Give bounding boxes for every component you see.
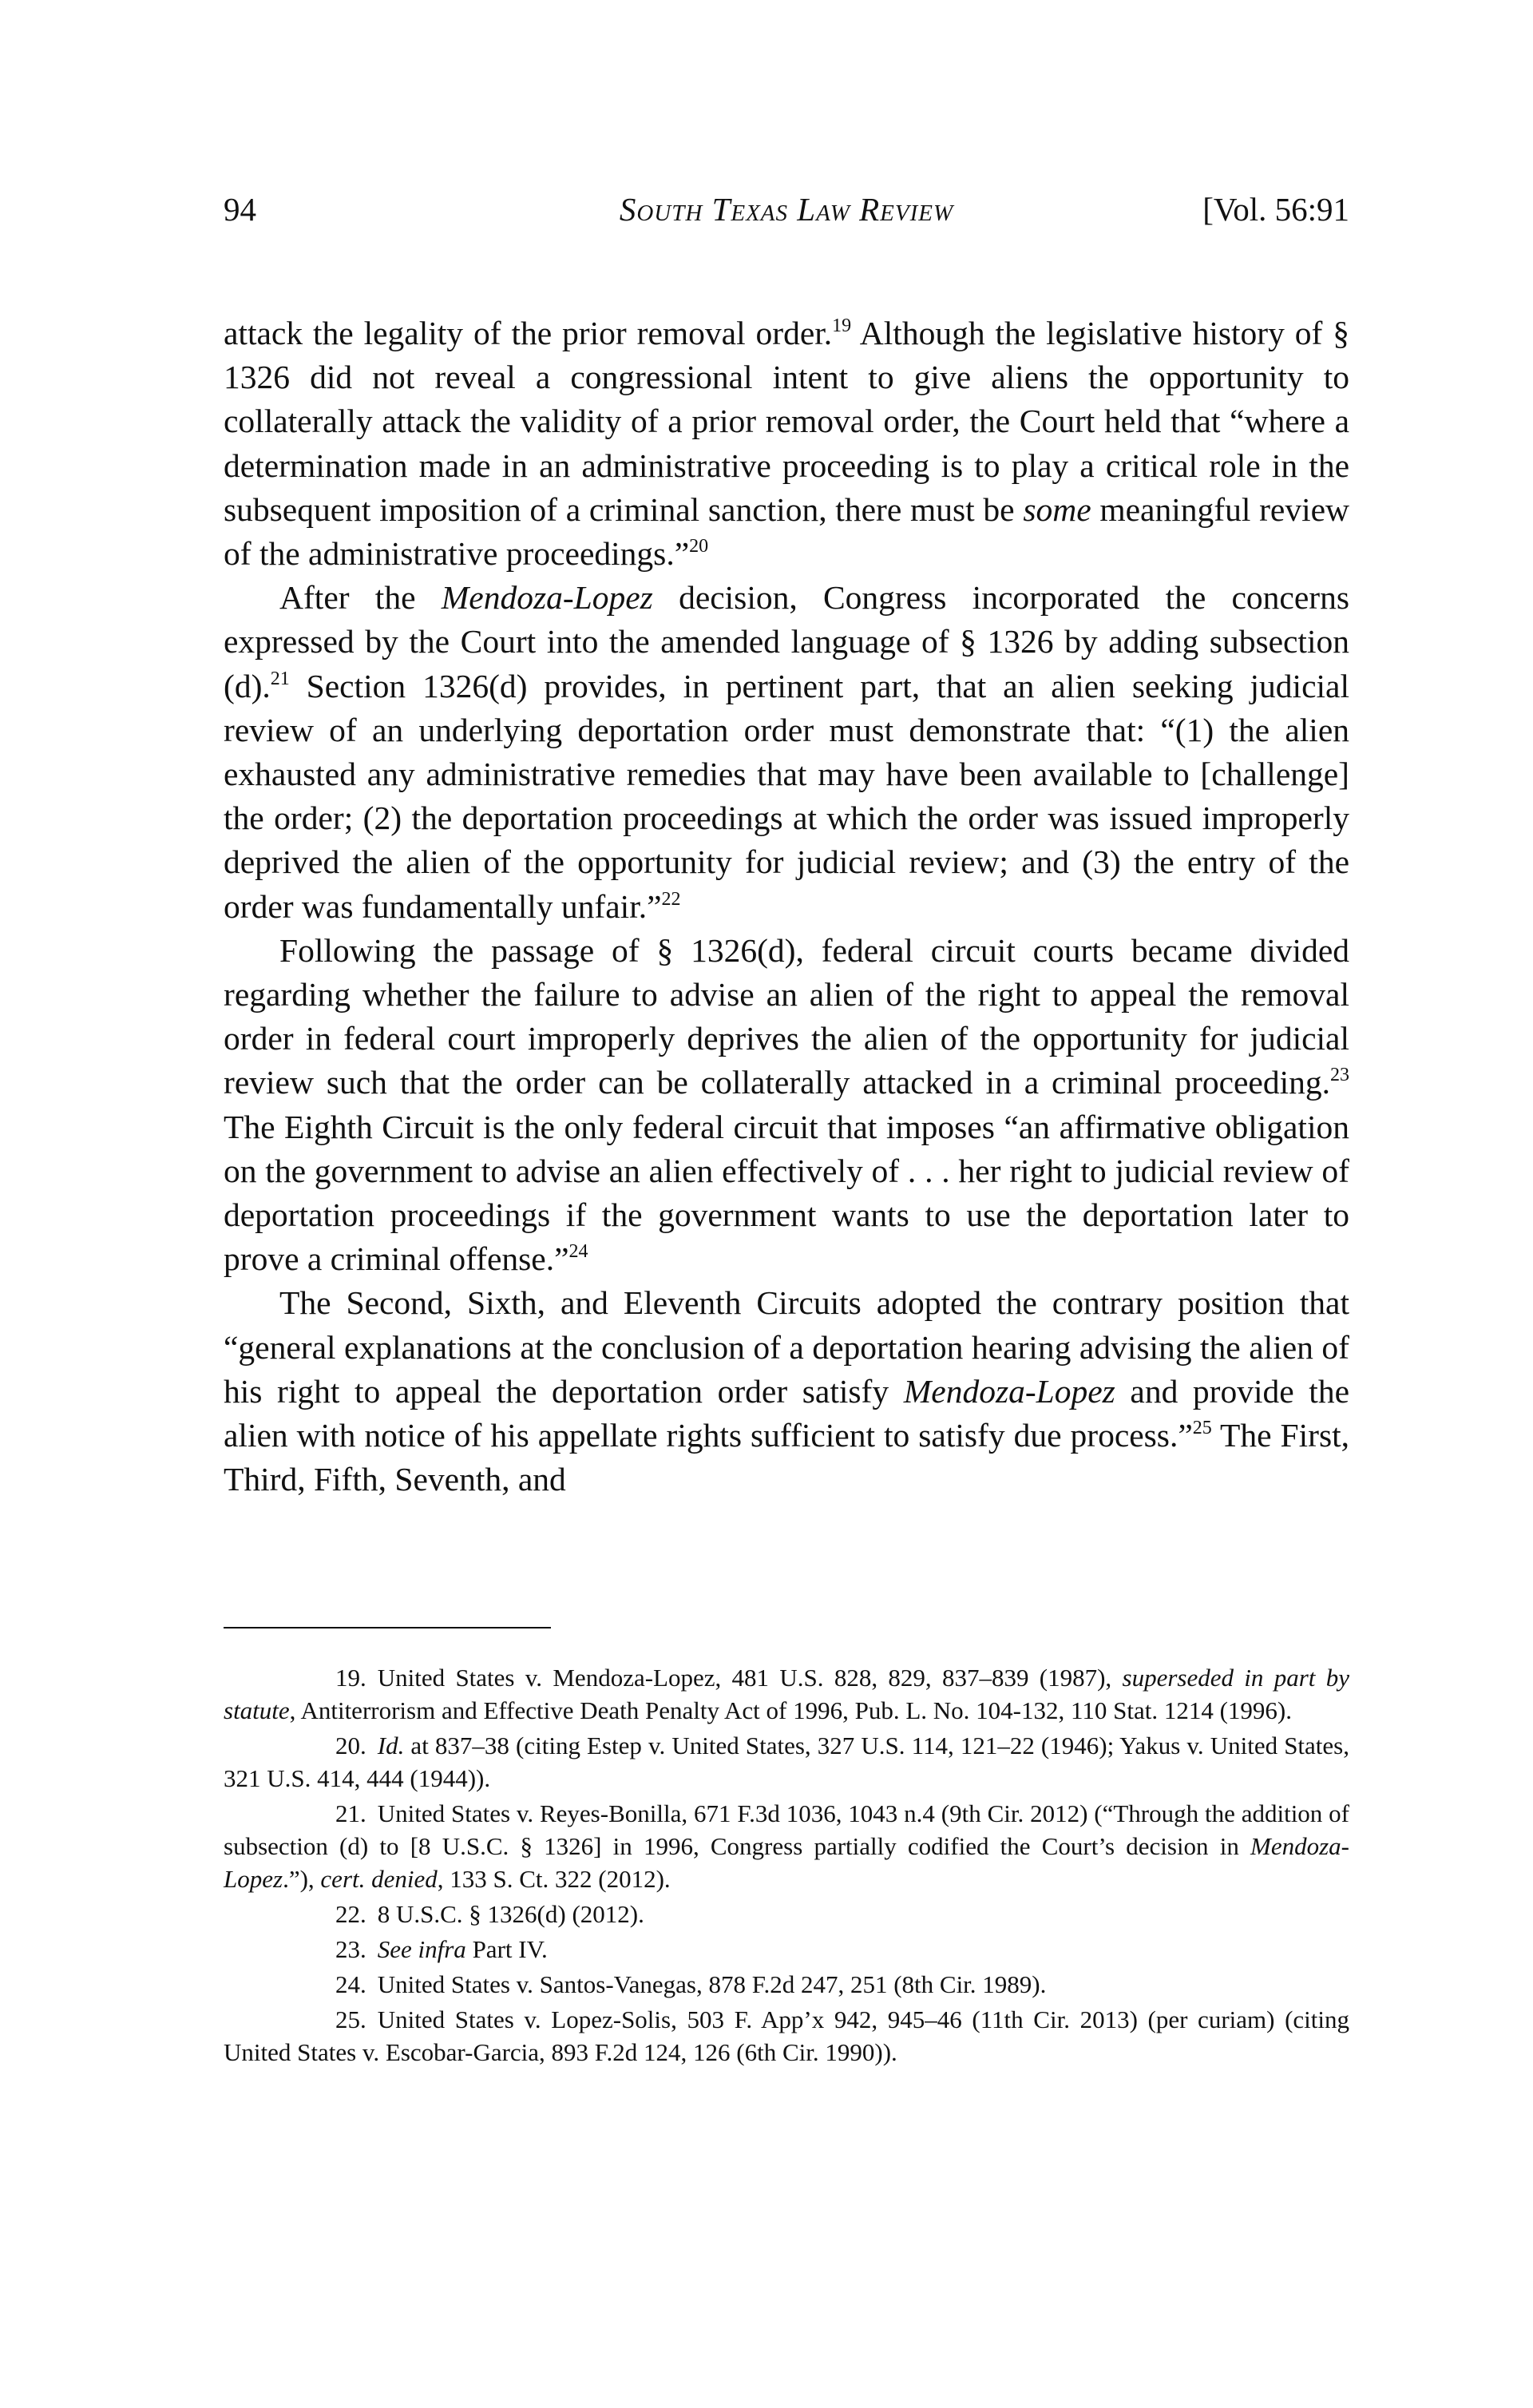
page bbox=[224, 0, 1349, 2408]
text-run: The Second, Sixth, and Eleventh Circuits adopted the contrary position that “general explanations at the conclusion of a deportation hearing advising the alien of his right to appeal the deportation order satisfy bbox=[224, 1284, 1349, 1410]
paragraph-4 bbox=[224, 1281, 1349, 1502]
paragraph-2 bbox=[224, 576, 1349, 929]
footnote-number: 23. bbox=[335, 1935, 366, 1963]
text-run: , 133 S. Ct. 322 (2012). bbox=[437, 1865, 671, 1893]
paragraph-1 bbox=[224, 311, 1349, 576]
footnotes bbox=[224, 1661, 1349, 2071]
text-run: decision, Congress incorporated the concerns expressed by the Court into the amended language of § 1326 by adding subsection (d). bbox=[224, 579, 1349, 704]
footnote-number: 25. bbox=[335, 2005, 366, 2033]
footnote-22 bbox=[224, 1898, 1349, 1930]
text-run: meaningful review of the administrative proceedings.” bbox=[224, 490, 1349, 573]
footnote-21 bbox=[224, 1797, 1349, 1895]
footnote-25 bbox=[224, 2003, 1349, 2069]
text-run: at 837–38 (citing Estep v. United States, 327 U.S. 114, 121–22 (1946); Yakus v. United States, 321 U.S. 414, 444 (1944)). bbox=[224, 1732, 1349, 1792]
footnote-ref-23[interactable]: 23 bbox=[1330, 1065, 1349, 1086]
case-name: Mendoza-Lopez bbox=[441, 579, 653, 617]
text-run: United States v. Lopez-Solis, 503 F. App’x 942, 945–46 (11th Cir. 2013) (per curiam) (citing United States v. Escobar-Garcia, 893 F.2d 124, 126 (6th Cir. 1990)). bbox=[224, 2005, 1349, 2066]
footnote-24 bbox=[224, 1968, 1349, 2001]
footnote-divider bbox=[224, 1627, 551, 1628]
text-run: Part IV. bbox=[465, 1935, 548, 1963]
paragraph-3 bbox=[224, 929, 1349, 1282]
text-run: Although the legislative history of § 1326 did not reveal a congressional intent to give aliens the opportunity to collaterally attack the validity of a prior removal order, the Court held that “where a determination made in an administrative proceeding is to play a critical role in the subsequent imposition of a criminal sanction, there must be bbox=[224, 315, 1349, 528]
signal: See infra bbox=[377, 1935, 466, 1963]
footnote-ref-22[interactable]: 22 bbox=[661, 888, 681, 910]
volume-citation: [Vol. 56:91 bbox=[1202, 191, 1349, 228]
footnote-ref-25[interactable]: 25 bbox=[1192, 1418, 1212, 1439]
text-run: Section 1326(d) provides, in pertinent part, that an alien seeking judicial review of an underlying deportation order must demonstrate that: “(1) the alien exhausted any administrative remedies that may have been available to [challenge] the order; (2) the deportation proceedings at which the order was issued improperly deprived the alien of the opportunity for judicial review; and (3) the entry of the order was fundamentally unfair.” bbox=[224, 667, 1349, 925]
text-run: and provide the alien with notice of his appellate rights sufficient to satisfy due process.” bbox=[224, 1372, 1349, 1454]
text-run: attack the legality of the prior removal order. bbox=[224, 315, 833, 351]
signal: cert. denied bbox=[320, 1865, 438, 1893]
case-name: Mendoza-Lopez bbox=[224, 1832, 1349, 1893]
signal: Id. bbox=[377, 1732, 405, 1759]
text-run: 8 U.S.C. § 1326(d) (2012). bbox=[377, 1900, 644, 1928]
signal: superseded in part by statute bbox=[224, 1664, 1349, 1724]
emphasis: some bbox=[1023, 490, 1091, 528]
case-name: Mendoza-Lopez bbox=[903, 1372, 1115, 1410]
page-number: 94 bbox=[224, 191, 256, 228]
footnote-number: 24. bbox=[335, 1970, 366, 1998]
text-run: The First, Third, Fifth, Seventh, and bbox=[224, 1417, 1349, 1498]
footnote-23 bbox=[224, 1933, 1349, 1966]
footnote-20 bbox=[224, 1729, 1349, 1795]
footnote-number: 21. bbox=[335, 1799, 366, 1827]
footnote-ref-19[interactable]: 19 bbox=[832, 315, 852, 336]
body-text bbox=[224, 311, 1349, 1502]
running-header bbox=[224, 190, 1349, 238]
footnote-ref-21[interactable]: 21 bbox=[270, 668, 290, 689]
footnote-number: 22. bbox=[335, 1900, 366, 1928]
text-run: Following the passage of § 1326(d), federal circuit courts became divided regarding whether the failure to advise an alien of the right to appeal the removal order in federal court improperly deprives the alien of the opportunity for judicial review such that the order can be collaterally attacked in a criminal proceeding. bbox=[224, 931, 1349, 1101]
text-run: United States v. Reyes-Bonilla, 671 F.3d 1036, 1043 n.4 (9th Cir. 2012) (“Through the addition of subsection (d) to [8 U.S.C. § 1326] in 1996, Congress partially codified the Court’s decision in bbox=[224, 1799, 1349, 1860]
text-run: The Eighth Circuit is the only federal circuit that imposes “an affirmative obligation on the government to advise an alien effectively of . . . her right to judicial review of deportation proceedings if the government wants to use the deportation later to prove a criminal offense.” bbox=[224, 1108, 1349, 1278]
text-run: United States v. Santos-Vanegas, 878 F.2d 247, 251 (8th Cir. 1989). bbox=[377, 1970, 1047, 1998]
text-run: United States v. Mendoza-Lopez, 481 U.S. 828, 829, 837–839 (1987), bbox=[377, 1664, 1123, 1692]
journal-title: South Texas Law Review bbox=[619, 191, 954, 228]
footnote-number: 20. bbox=[335, 1732, 366, 1759]
footnote-ref-24[interactable]: 24 bbox=[568, 1241, 588, 1263]
footnote-number: 19. bbox=[335, 1664, 366, 1692]
text-run: .”), bbox=[283, 1865, 321, 1893]
text-run: , Antiterrorism and Effective Death Penalty Act of 1996, Pub. L. No. 104-132, 110 Stat. 1214 (1996). bbox=[289, 1696, 1292, 1724]
footnote-19 bbox=[224, 1661, 1349, 1727]
text-run: After the bbox=[279, 579, 442, 617]
footnote-ref-20[interactable]: 20 bbox=[689, 536, 709, 557]
